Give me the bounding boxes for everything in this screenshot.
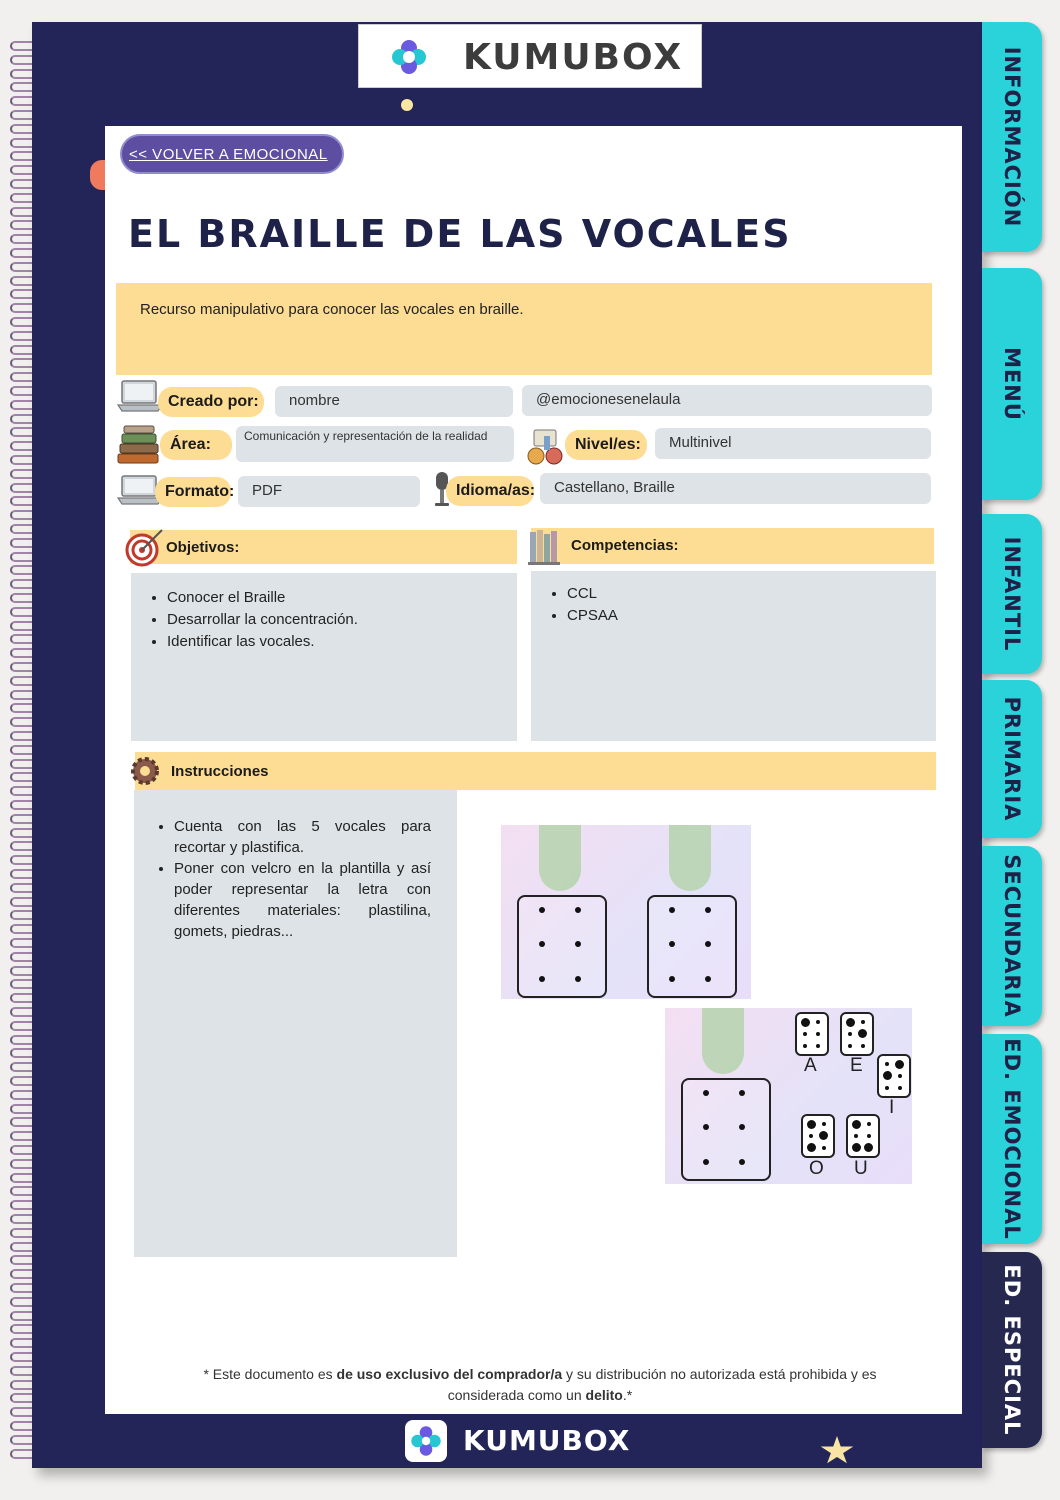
format-label: Formato: [155,477,231,507]
finger-shape [539,825,581,891]
back-to-emocional-link[interactable]: << VOLVER A EMOCIONAL [120,134,344,174]
note-text: * Este documento es [203,1366,337,1382]
braille-letter-i [877,1054,911,1098]
braille-cell [517,895,607,998]
format-value: PDF [238,476,420,507]
resource-description: Recurso manipulativo para conocer las vocales en braille. [116,283,932,375]
note-bold-text: de uso exclusivo del comprador/a [336,1366,563,1382]
objectives-box [131,573,517,741]
braille-cell [647,895,737,998]
braille-letter-o [801,1114,835,1158]
books-shelf-icon [528,528,564,566]
braille-template-image [501,825,751,999]
tab-primaria[interactable]: PRIMARIA [982,680,1042,838]
instructions-header: Instrucciones [135,752,936,790]
list-item: • Conocer el Braille [167,589,517,606]
kumubox-logo-icon [389,37,429,77]
braille-vowels-image [665,1008,912,1184]
target-icon [124,526,166,568]
vowel-label-e: E [850,1055,863,1076]
created-by-value: nombre [275,386,513,417]
vowel-label-i: I [889,1097,895,1118]
objectives-list [131,589,517,650]
language-label: Idioma/as: [446,476,534,506]
vowel-label-o: O [809,1158,824,1179]
level-value: Multinivel [655,428,931,459]
footer-logo-text: KUMUBOX [463,1424,631,1457]
list-item: • Identificar las vocales. [167,633,517,650]
competencies-box [531,571,936,741]
list-item: • Cuenta con las 5 vocales para recortar y plastifica. [174,816,431,858]
instructions-box [134,790,457,1257]
gear-icon [128,754,162,788]
books-icon [114,424,164,470]
braille-letter-u [846,1114,880,1158]
vowel-label-u: U [854,1158,868,1179]
tab-infantil[interactable]: INFANTIL [982,514,1042,674]
competencies-list [531,585,936,624]
list-item: • Poner con velcro en la plantilla y así poder representar la letra con diferentes materiales: plastilina, gomets, piedras... [174,858,431,942]
toys-icon [524,426,570,466]
note-text: y su distribución no autorizada está prohibida y es considerada como un [447,1366,877,1403]
page-title: EL BRAILLE DE LAS VOCALES [128,212,792,256]
language-value: Castellano, Braille [540,473,931,504]
author-handle: @emocionesenelaula [522,385,932,416]
competencies-header: Competencias: [531,528,934,564]
tab-ed-emocional[interactable]: ED. EMOCIONAL [982,1034,1042,1244]
tab-menu[interactable]: MENÚ [982,268,1042,500]
header-logo[interactable] [358,24,702,88]
kumubox-logo-icon [405,1420,447,1462]
braille-letter-e [840,1012,874,1056]
objectives-header: Objetivos: [130,530,517,564]
instructions-list [138,816,431,942]
area-value: Comunicación y representación de la realidad [236,426,514,462]
star-decoration [401,99,413,111]
footer-logo-badge[interactable] [405,1420,447,1462]
finger-shape [669,825,711,891]
list-item: • CPSAA [567,607,936,624]
copyright-notice [170,1364,910,1406]
tab-ed-especial[interactable]: ED. ESPECIAL [982,1252,1042,1448]
braille-cell [681,1078,771,1181]
list-item: • CCL [567,585,936,602]
list-item: • Desarrollar la concentración. [167,611,517,628]
finger-shape [702,1008,744,1074]
braille-letter-a [795,1012,829,1056]
tab-secundaria[interactable]: SECUNDARIA [982,846,1042,1026]
area-label: Área: [160,430,232,460]
note-text: .* [622,1387,633,1403]
level-label: Nivel/es: [565,430,647,460]
created-by-label: Creado por: [158,387,264,417]
tab-informacion[interactable]: INFORMACIÓN [982,22,1042,252]
vowel-label-a: A [804,1055,817,1076]
laptop-icon [116,377,164,417]
note-bold-text: delito [585,1387,623,1403]
logo-text: KUMUBOX [463,37,684,78]
